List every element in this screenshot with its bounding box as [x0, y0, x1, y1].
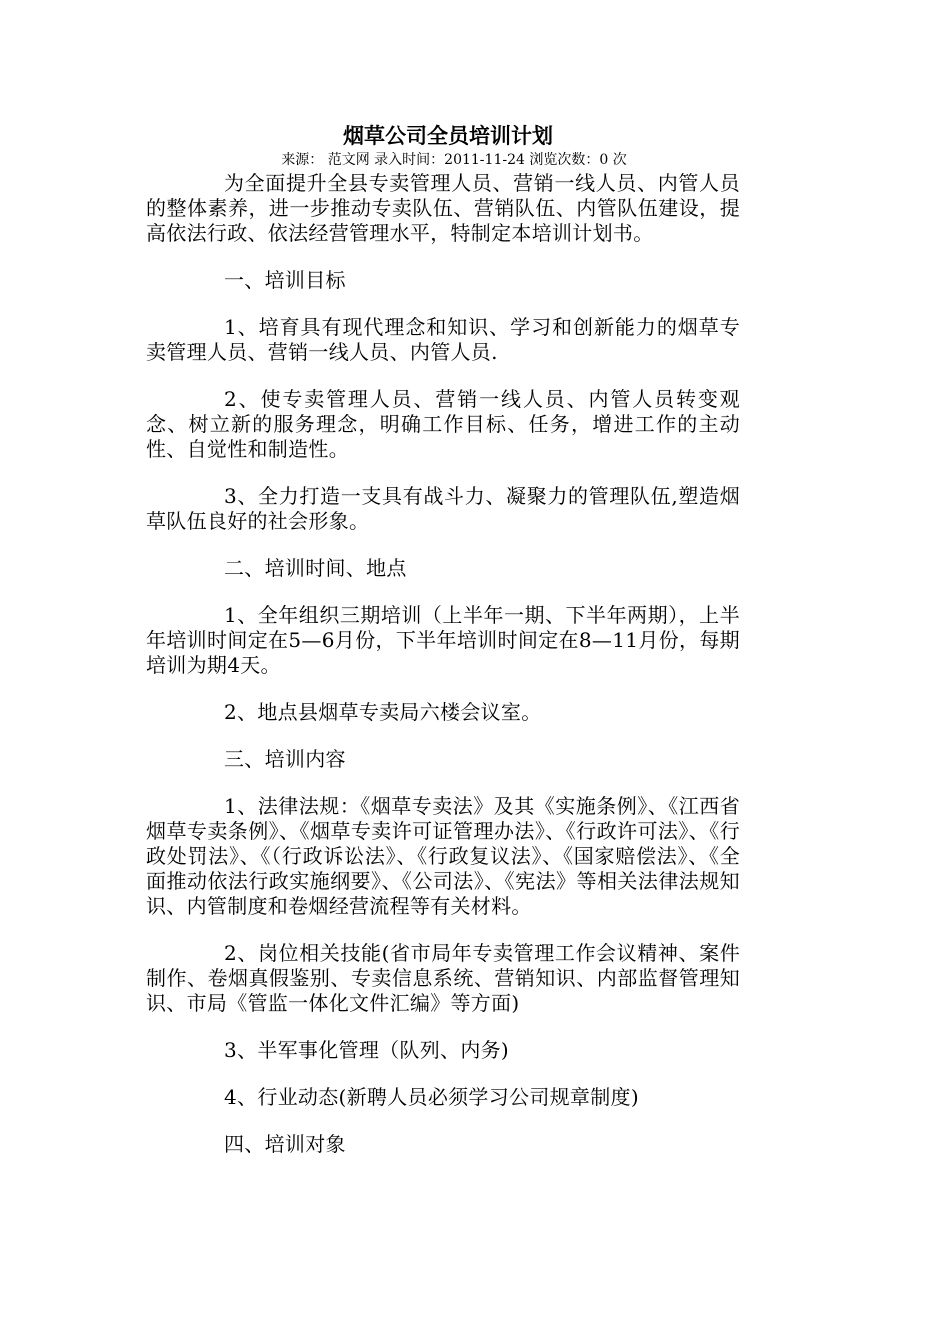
goal-item-1: 1、培育具有现代理念和知识、学习和创新能力的烟草专卖管理人员、营销一线人员、内管人员. [146, 315, 740, 364]
content-item-1: 1、法律法规：《烟草专卖法》及其《实施条例》、《江西省烟草专卖条例》、《烟草专卖许可证管理办法》、《行政许可法》、《行政处罚法》、《（行政诉讼法》、《行政复议法》、《国家赔偿法》、《全面推动依法行政实施纲要》、《公司法》、《宪法》等相关法律法规知识、内管制度和卷烟经营流程等有关材料。 [146, 794, 740, 918]
content-item-3: 3、半军事化管理（队列、内务) [224, 1038, 510, 1062]
time-place-item-2: 2、地点县烟草专卖局六楼会议室。 [224, 700, 542, 724]
section-heading-audience: 四、培训对象 [224, 1132, 346, 1156]
content-item-2: 2、岗位相关技能(省市局年专卖管理工作会议精神、案件制作、卷烟真假鉴别、专卖信息系统、营销知识、内部监督管理知识、市局《管监一体化文件汇编》等方面) [146, 941, 740, 1015]
section-heading-time-place: 二、培训时间、地点 [224, 556, 407, 580]
document-body [146, 122, 740, 1157]
goal-item-2: 2、使专卖管理人员、营销一线人员、内管人员转变观念、树立新的服务理念，明确工作目标、任务，增进工作的主动性、自觉性和制造性。 [146, 387, 740, 461]
section-heading-content: 三、培训内容 [224, 747, 346, 771]
document-title: 烟草公司全员培训计划 [343, 124, 553, 148]
goal-item-3: 3、全力打造一支具有战斗力、凝聚力的管理队伍,塑造烟草队伍良好的社会形象。 [146, 484, 740, 533]
section-heading-goals: 一、培训目标 [224, 268, 346, 292]
content-item-4: 4、行业动态(新聘人员必须学习公司规章制度) [224, 1085, 639, 1109]
intro-paragraph: 为全面提升全县专卖管理人员、营销一线人员、内管人员的整体素养，进一步推动专卖队伍、营销队伍、内管队伍建设，提高依法行政、依法经营管理水平，特制定本培训计划书。 [146, 171, 740, 245]
time-place-item-1: 1、全年组织三期培训（上半年一期、下半年两期），上半年培训时间定在5—6月份，下半年培训时间定在8—11月份，每期培训为期4天。 [146, 603, 740, 677]
document-meta: 来源： 范文网 录入时间：2011-11-24 浏览次数：0 次 [281, 152, 627, 168]
